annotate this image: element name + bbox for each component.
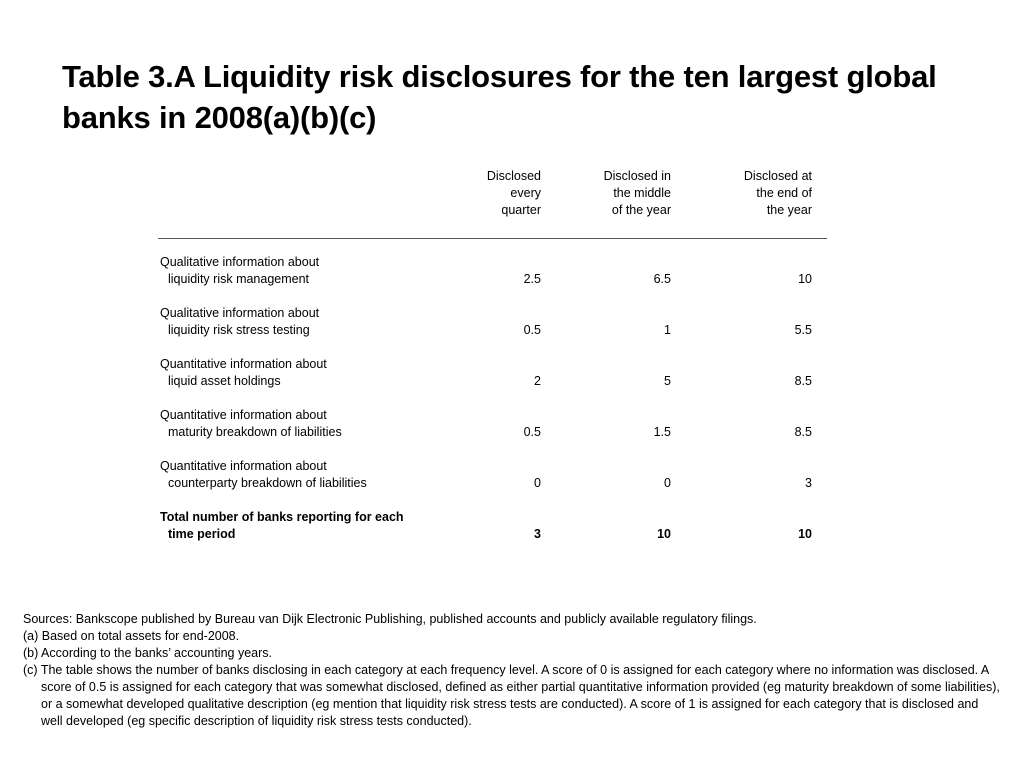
row-label-line-2: maturity breakdown of liabilities	[168, 425, 342, 439]
cell-end-of-year: 8.5	[794, 374, 812, 388]
row-label-line-1: Quantitative information about	[160, 408, 327, 422]
column-header-middle-of-year: Disclosed in the middle of the year	[603, 169, 671, 217]
cell-end-of-year: 10	[798, 527, 812, 541]
row-label-line-2: liquidity risk stress testing	[168, 323, 310, 337]
table-row	[158, 254, 827, 288]
table-row	[158, 305, 827, 339]
row-label-line-2: counterparty breakdown of liabilities	[168, 476, 367, 490]
cell-end-of-year: 3	[805, 476, 812, 490]
slide-title: Table 3.A Liquidity risk disclosures for the ten largest global banks in 2008(a)(b)(c)	[62, 59, 937, 135]
row-label	[160, 356, 460, 390]
cell-end-of-year: 8.5	[794, 425, 812, 439]
table-row-total	[158, 509, 827, 543]
row-label-line-2: liquid asset holdings	[168, 374, 281, 388]
cell-middle-of-year: 1.5	[653, 425, 671, 439]
footnote-a: (a) Based on total assets for end-2008.	[23, 629, 240, 643]
cell-middle-of-year: 1	[664, 323, 671, 337]
row-label	[160, 509, 460, 543]
footnote-c: (c) The table shows the number of banks disclosing in each category at each frequency level. A score of 0 is assigned for each category where no information was disclosed. A score of 0.5 is assigned for each category that was somewhat disclosed, defined as either partial quantitative information provided (eg maturity breakdown of some liabilities), or a somewhat developed qualitative description (eg mention that liquidity risk stress tests are conducted). A score of 1 is assigned for each category that is disclosed and well developed (eg specific description of liquidity risk stress tests conducted).	[23, 663, 1000, 728]
column-header-every-quarter: Disclosed every quarter	[486, 169, 541, 217]
cell-middle-of-year: 0	[664, 476, 671, 490]
footnote-b: (b) According to the banks’ accounting years.	[23, 646, 272, 660]
cell-middle-of-year: 6.5	[653, 272, 671, 286]
header-divider	[158, 238, 827, 239]
row-label	[160, 254, 460, 288]
cell-every-quarter: 2.5	[523, 272, 541, 286]
table-row	[158, 458, 827, 492]
cell-end-of-year: 10	[798, 272, 812, 286]
cell-every-quarter: 0.5	[523, 425, 541, 439]
row-label	[160, 458, 460, 492]
table-row	[158, 356, 827, 390]
cell-end-of-year: 5.5	[794, 323, 812, 337]
row-label-line-1: Quantitative information about	[160, 357, 327, 371]
cell-every-quarter: 0.5	[523, 323, 541, 337]
row-label-line-1: Total number of banks reporting for each	[160, 510, 404, 524]
cell-middle-of-year: 5	[664, 374, 671, 388]
row-label-line-2: liquidity risk management	[168, 272, 310, 286]
row-label	[160, 305, 460, 339]
cell-middle-of-year: 10	[657, 527, 671, 541]
footnotes	[23, 611, 1003, 730]
row-label	[160, 407, 460, 441]
row-label-line-2: time period	[168, 527, 236, 541]
cell-every-quarter: 2	[534, 374, 541, 388]
row-label-line-1: Qualitative information about	[160, 255, 320, 269]
table-row	[158, 407, 827, 441]
row-label-line-1: Qualitative information about	[160, 306, 320, 320]
row-label-line-1: Quantitative information about	[160, 459, 327, 473]
cell-every-quarter: 0	[534, 476, 541, 490]
column-header-end-of-year: Disclosed at the end of the year	[743, 169, 812, 217]
sources-note: Sources: Bankscope published by Bureau van Dijk Electronic Publishing, published accounts and publicly available regulatory filings.	[23, 612, 757, 626]
cell-every-quarter: 3	[534, 527, 541, 541]
